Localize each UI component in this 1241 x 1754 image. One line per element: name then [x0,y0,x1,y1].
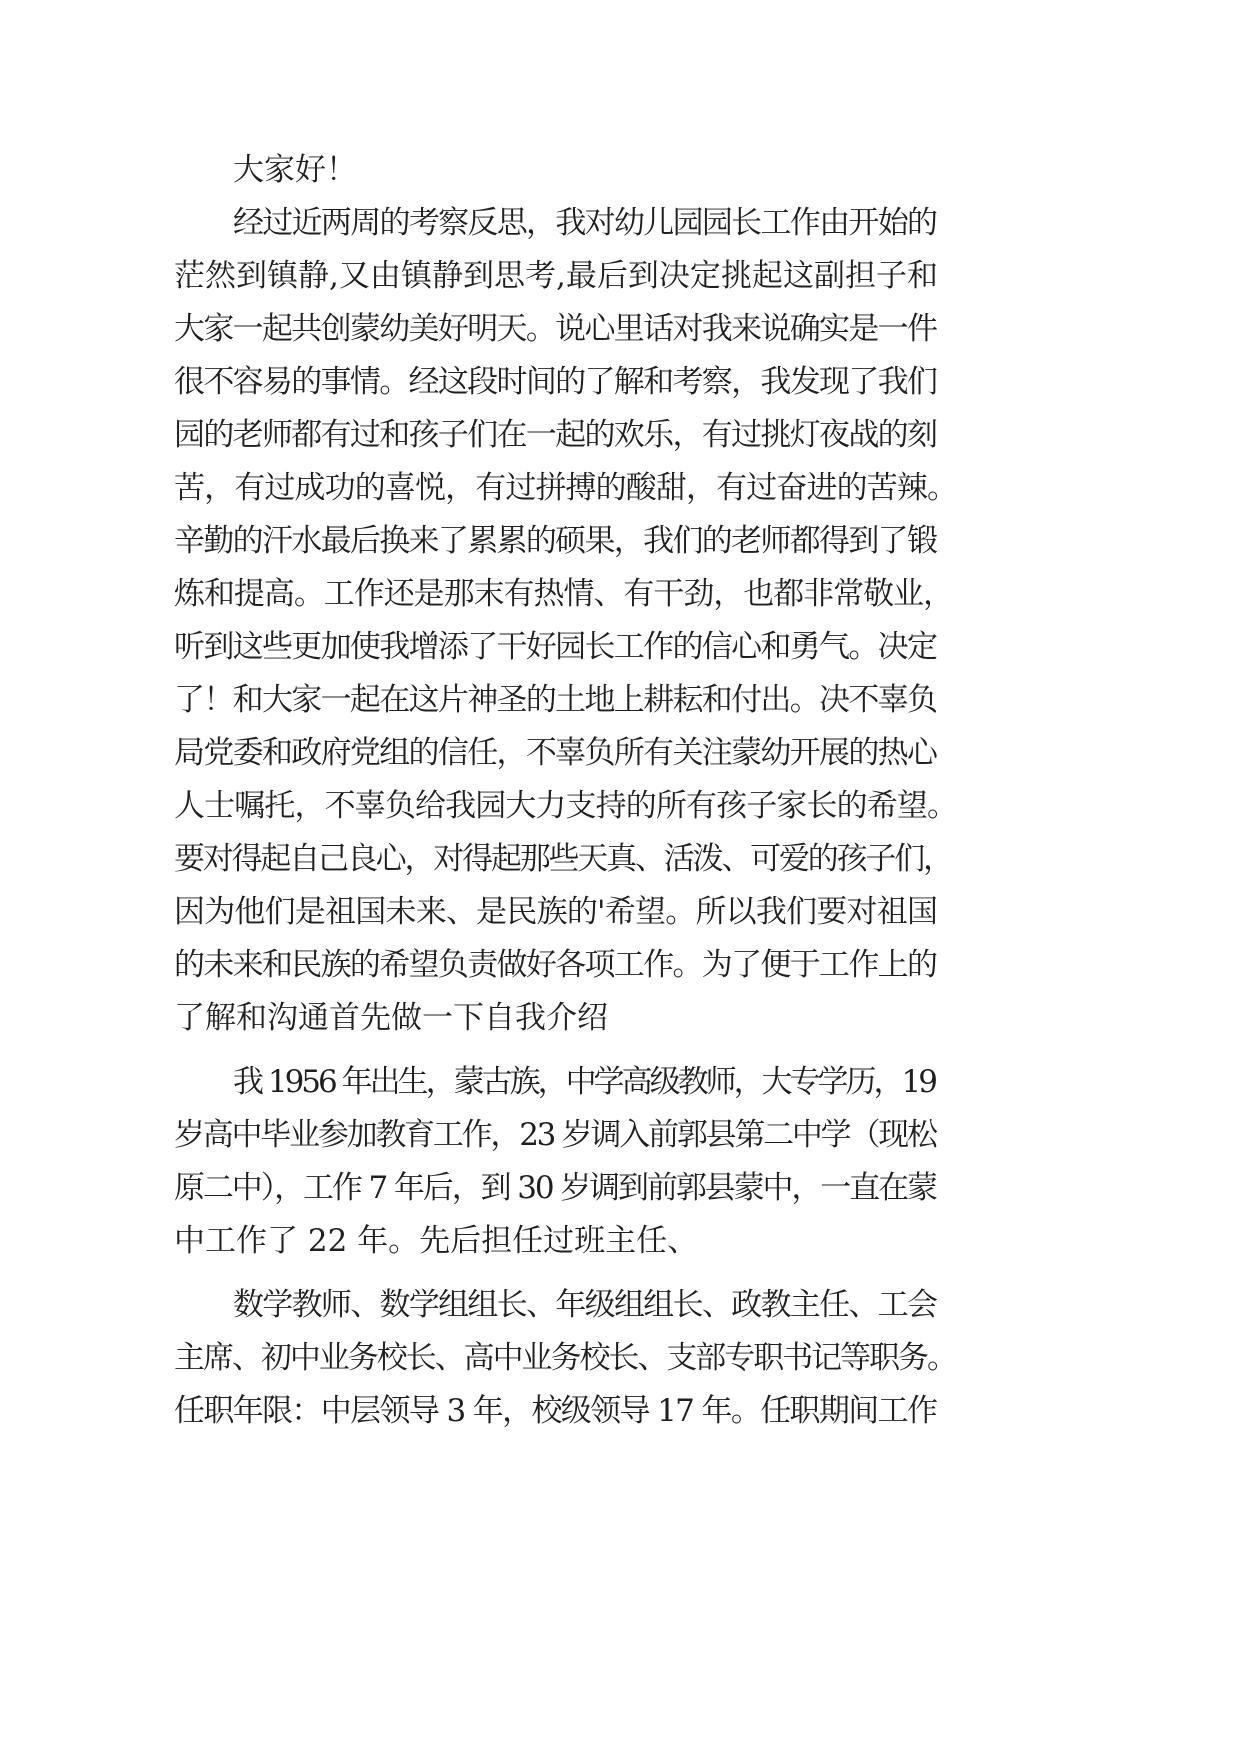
text-line: 苦，有过成功的喜悦，有过拼搏的酸甜，有过奋进的苦辣。 [174,470,958,506]
text-line: 了解和沟通首先做一下自我介绍 [174,1000,608,1036]
text-line: 大家一起共创蒙幼美好明天。说心里话对我来说确实是一件 [174,311,937,347]
text-line: 局党委和政府党组的信任，不辜负所有关注蒙幼开展的热心 [174,735,937,771]
text-line: 因为他们是祖国未来、是民族的'希望。所以我们要对祖国 [174,894,938,930]
text-line: 任职年限：中层领导 3 年，校级领导 17 年。任职期间工作 [174,1393,937,1429]
text-line: 园的老师都有过和孩子们在一起的欢乐，有过挑灯夜战的刻 [174,417,937,453]
text-line: 岁高中毕业参加教育工作，23 岁调入前郭县第二中学（现松 [174,1117,936,1153]
text-line: 很不容易的事情。经这段时间的了解和考察，我发现了我们 [174,364,937,400]
text-line: 听到这些更加使我增添了干好园长工作的信心和勇气。决定 [174,629,937,665]
text-line: 经过近两周的考察反思，我对幼儿园园长工作由开始的 [233,205,937,241]
text-line: 主席、初中业务校长、高中业务校长、支部专职书记等职务。 [174,1340,956,1376]
text-line: 辛勤的汗水最后换来了累累的硕果，我们的老师都得到了锻 [174,523,937,559]
text-line: 我 1956 年出生，蒙古族，中学高级教师，大专学历，19 [233,1064,935,1100]
text-line: 人士嘱托，不辜负给我园大力支持的所有孩子家长的希望。 [174,788,958,824]
text-line: 数学教师、数学组组长、年级组组长、政教主任、工会 [233,1287,937,1323]
text-line: 的未来和民族的希望负责做好各项工作。为了便于工作上的 [174,947,937,983]
text-line: 原二中），工作 7 年后，到 30 岁调到前郭县蒙中，一直在蒙 [174,1170,936,1206]
text-line: 要对得起自己良心，对得起那些天真、活泼、可爱的孩子们， [174,841,952,877]
text-line: 中工作了 22 年。先后担任过班主任、 [174,1223,699,1259]
text-line: 了！和大家一起在这片神圣的土地上耕耘和付出。决不辜负 [174,682,937,718]
text-line: 茫然到镇静,又由镇静到思考,最后到决定挑起这副担子和 [174,258,938,294]
text-line: 炼和提高。工作还是那末有热情、有干劲，也都非常敬业， [174,576,953,612]
text-line: 大家好！ [233,152,357,188]
